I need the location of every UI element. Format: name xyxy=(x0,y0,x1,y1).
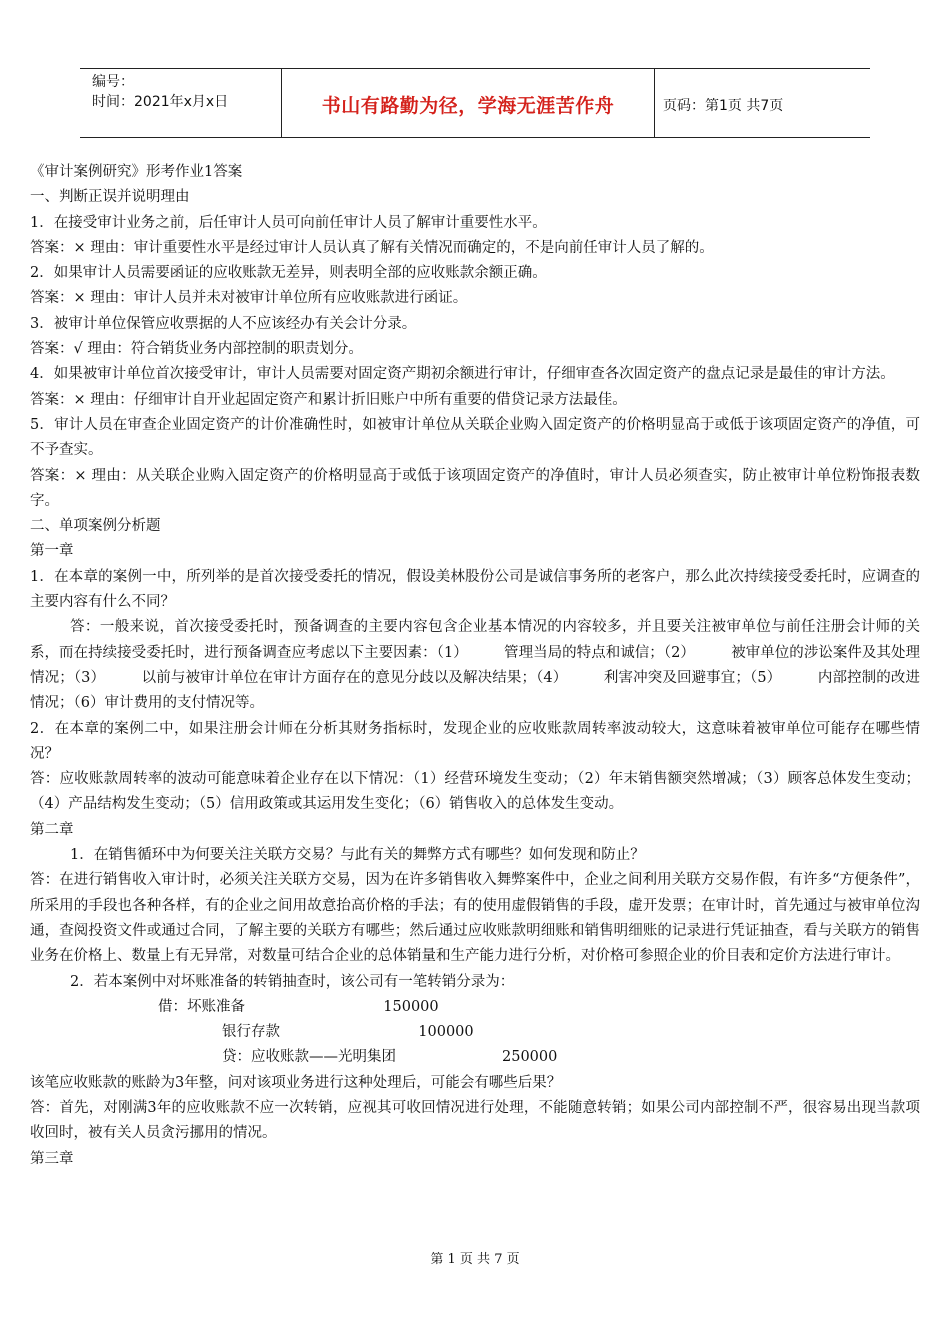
question: 1．在接受审计业务之前，后任审计人员可向前任审计人员了解审计重要性水平。 xyxy=(30,214,547,231)
answer: 答：首先，对刚满3年的应收账款不应一次转销，应视其可收回情况进行处理，不能随意转销；如果公司内部控制不严，很容易出现当款项收回时，被有关人员贪污挪用的情况。 xyxy=(30,1099,920,1142)
motto: 书山有路勤为径，学海无涯苦作舟 xyxy=(321,95,615,117)
question: 1．在销售循环中为何要关注关联方交易？与此有关的舞弊方式有哪些？如何发现和防止？ xyxy=(70,847,645,864)
answer: 答：一般来说，首次接受委托时，预备调查的主要内容包含企业基本情况的内容较多，并且要关注被审单位与前任注册会计师的关系，而在持续接受委托时，进行预备调查应考虑以下主要因素：（1） 管理当局的特点和诚信；（2） 被审单位的涉讼案件及其处理情况；（3） 以前与被审计单位在审计方面存在的意见分歧以及解决结果；（4） 利害冲突及回避事宜；（5） 内部控制的改进情况；（6）审计费用的支付情况等。 xyxy=(30,619,920,712)
header-page-cell xyxy=(655,69,870,137)
answer: 答案：× 理由：审计重要性水平是经过审计人员认真了解有关情况而确定的，不是向前任审计人员了解的。 xyxy=(30,239,714,256)
question: 2．在本章的案例二中，如果注册会计师在分析其财务指标时，发现企业的应收账款周转率波动较大，这意味着被审单位可能存在哪些情况？ xyxy=(30,720,920,762)
answer: 答案：× 理由：从关联企业购入固定资产的价格明显高于或低于该项固定资产的净值时，审计人员必须查实，防止被审计单位粉饰报表数字。 xyxy=(30,467,920,509)
section-heading: 一、判断正误并说明理由 xyxy=(30,189,190,206)
journal-entry-credit: 贷：应收账款——光明集团 250000 xyxy=(222,1049,558,1066)
question: 1．在本章的案例一中，所列举的是首次接受委托的情况，假设美林股份公司是诚信事务所的老客户，那么此次持续接受委托时，应调查的主要内容有什么不同？ xyxy=(30,568,920,611)
answer: 答案：× 理由：仔细审计自开业起固定资产和累计折旧账户中所有重要的借贷记录方法最佳。 xyxy=(30,391,627,408)
question: 4．如果被审计单位首次接受审计，审计人员需要对固定资产期初余额进行审计，仔细审查各次固定资产的盘点记录是最佳的审计方法。 xyxy=(30,366,895,383)
answer: 答：在进行销售收入审计时，必须关注关联方交易，因为在许多销售收入舞弊案件中，企业之间利用关联方交易作假，有许多“方便条件”，所采用的手段也各种各样，有的企业之间用故意抬高价格的手法；有的使用虚假销售的手段，虚开发票；在审计时，首先通过与被审单位沟通，查阅投资文件或通过合同，了解主要的关联方有哪些；然后通过应收账款明细账和销售明细账的记录进行凭证抽查，看与关联方的销售业务在价格上、数量上有无异常，对数量可结合企业的总体销量和生产能力进行分析，对价格可参照企业的价目表和定价方法进行审计。 xyxy=(30,872,920,965)
question: 2．如果审计人员需要函证的应收账款无差异，则表明全部的应收账款余额正确。 xyxy=(30,265,547,282)
section-heading: 二、单项案例分析题 xyxy=(30,518,161,535)
answer: 答：应收账款周转率的波动可能意味着企业存在以下情况：（1）经营环境发生变动；（2）年末销售额突然增减；（3）顾客总体发生变动；（4）产品结构发生变动；（5）信用政策或其运用发生变化；（6）销售收入的总体发生变动。 xyxy=(30,771,920,813)
document-body xyxy=(30,160,920,1172)
chapter-heading: 第一章 xyxy=(30,543,74,560)
question: 5．审计人员在审查企业固定资产的计价准确性时，如被审计单位从关联企业购入固定资产的价格明显高于或低于该项固定资产的净值，可不予查实。 xyxy=(30,416,920,459)
journal-entry-debit-2: 银行存款 100000 xyxy=(222,1024,474,1041)
header-motto-cell xyxy=(281,69,655,137)
answer: 答案：√ 理由：符合销货业务内部控制的职责划分。 xyxy=(30,341,363,358)
doc-title: 《审计案例研究》形考作业1答案 xyxy=(30,164,243,180)
journal-entry-debit: 借：坏账准备 150000 xyxy=(158,998,439,1015)
page-footer: 第 1 页 共 7 页 xyxy=(430,1252,520,1267)
question: 该笔应收账款的账龄为3年整，问对该项业务进行这种处理后，可能会有哪些后果？ xyxy=(30,1074,562,1091)
page-code: 页码：第1页 共7页 xyxy=(663,98,784,114)
document-header xyxy=(80,68,870,138)
answer: 答案：× 理由：审计人员并未对被审计单位所有应收账款进行函证。 xyxy=(30,290,468,307)
date-line: 时间：2021年x月x日 xyxy=(92,94,229,110)
question: 2．若本案例中对坏账准备的转销抽查时，该公司有一笔转销分录为： xyxy=(70,973,515,990)
serial-label: 编号： xyxy=(92,74,134,90)
chapter-heading: 第三章 xyxy=(30,1150,74,1167)
question: 3．被审计单位保管应收票据的人不应该经办有关会计分录。 xyxy=(30,315,417,332)
header-meta xyxy=(80,69,280,137)
chapter-heading: 第二章 xyxy=(30,821,74,838)
